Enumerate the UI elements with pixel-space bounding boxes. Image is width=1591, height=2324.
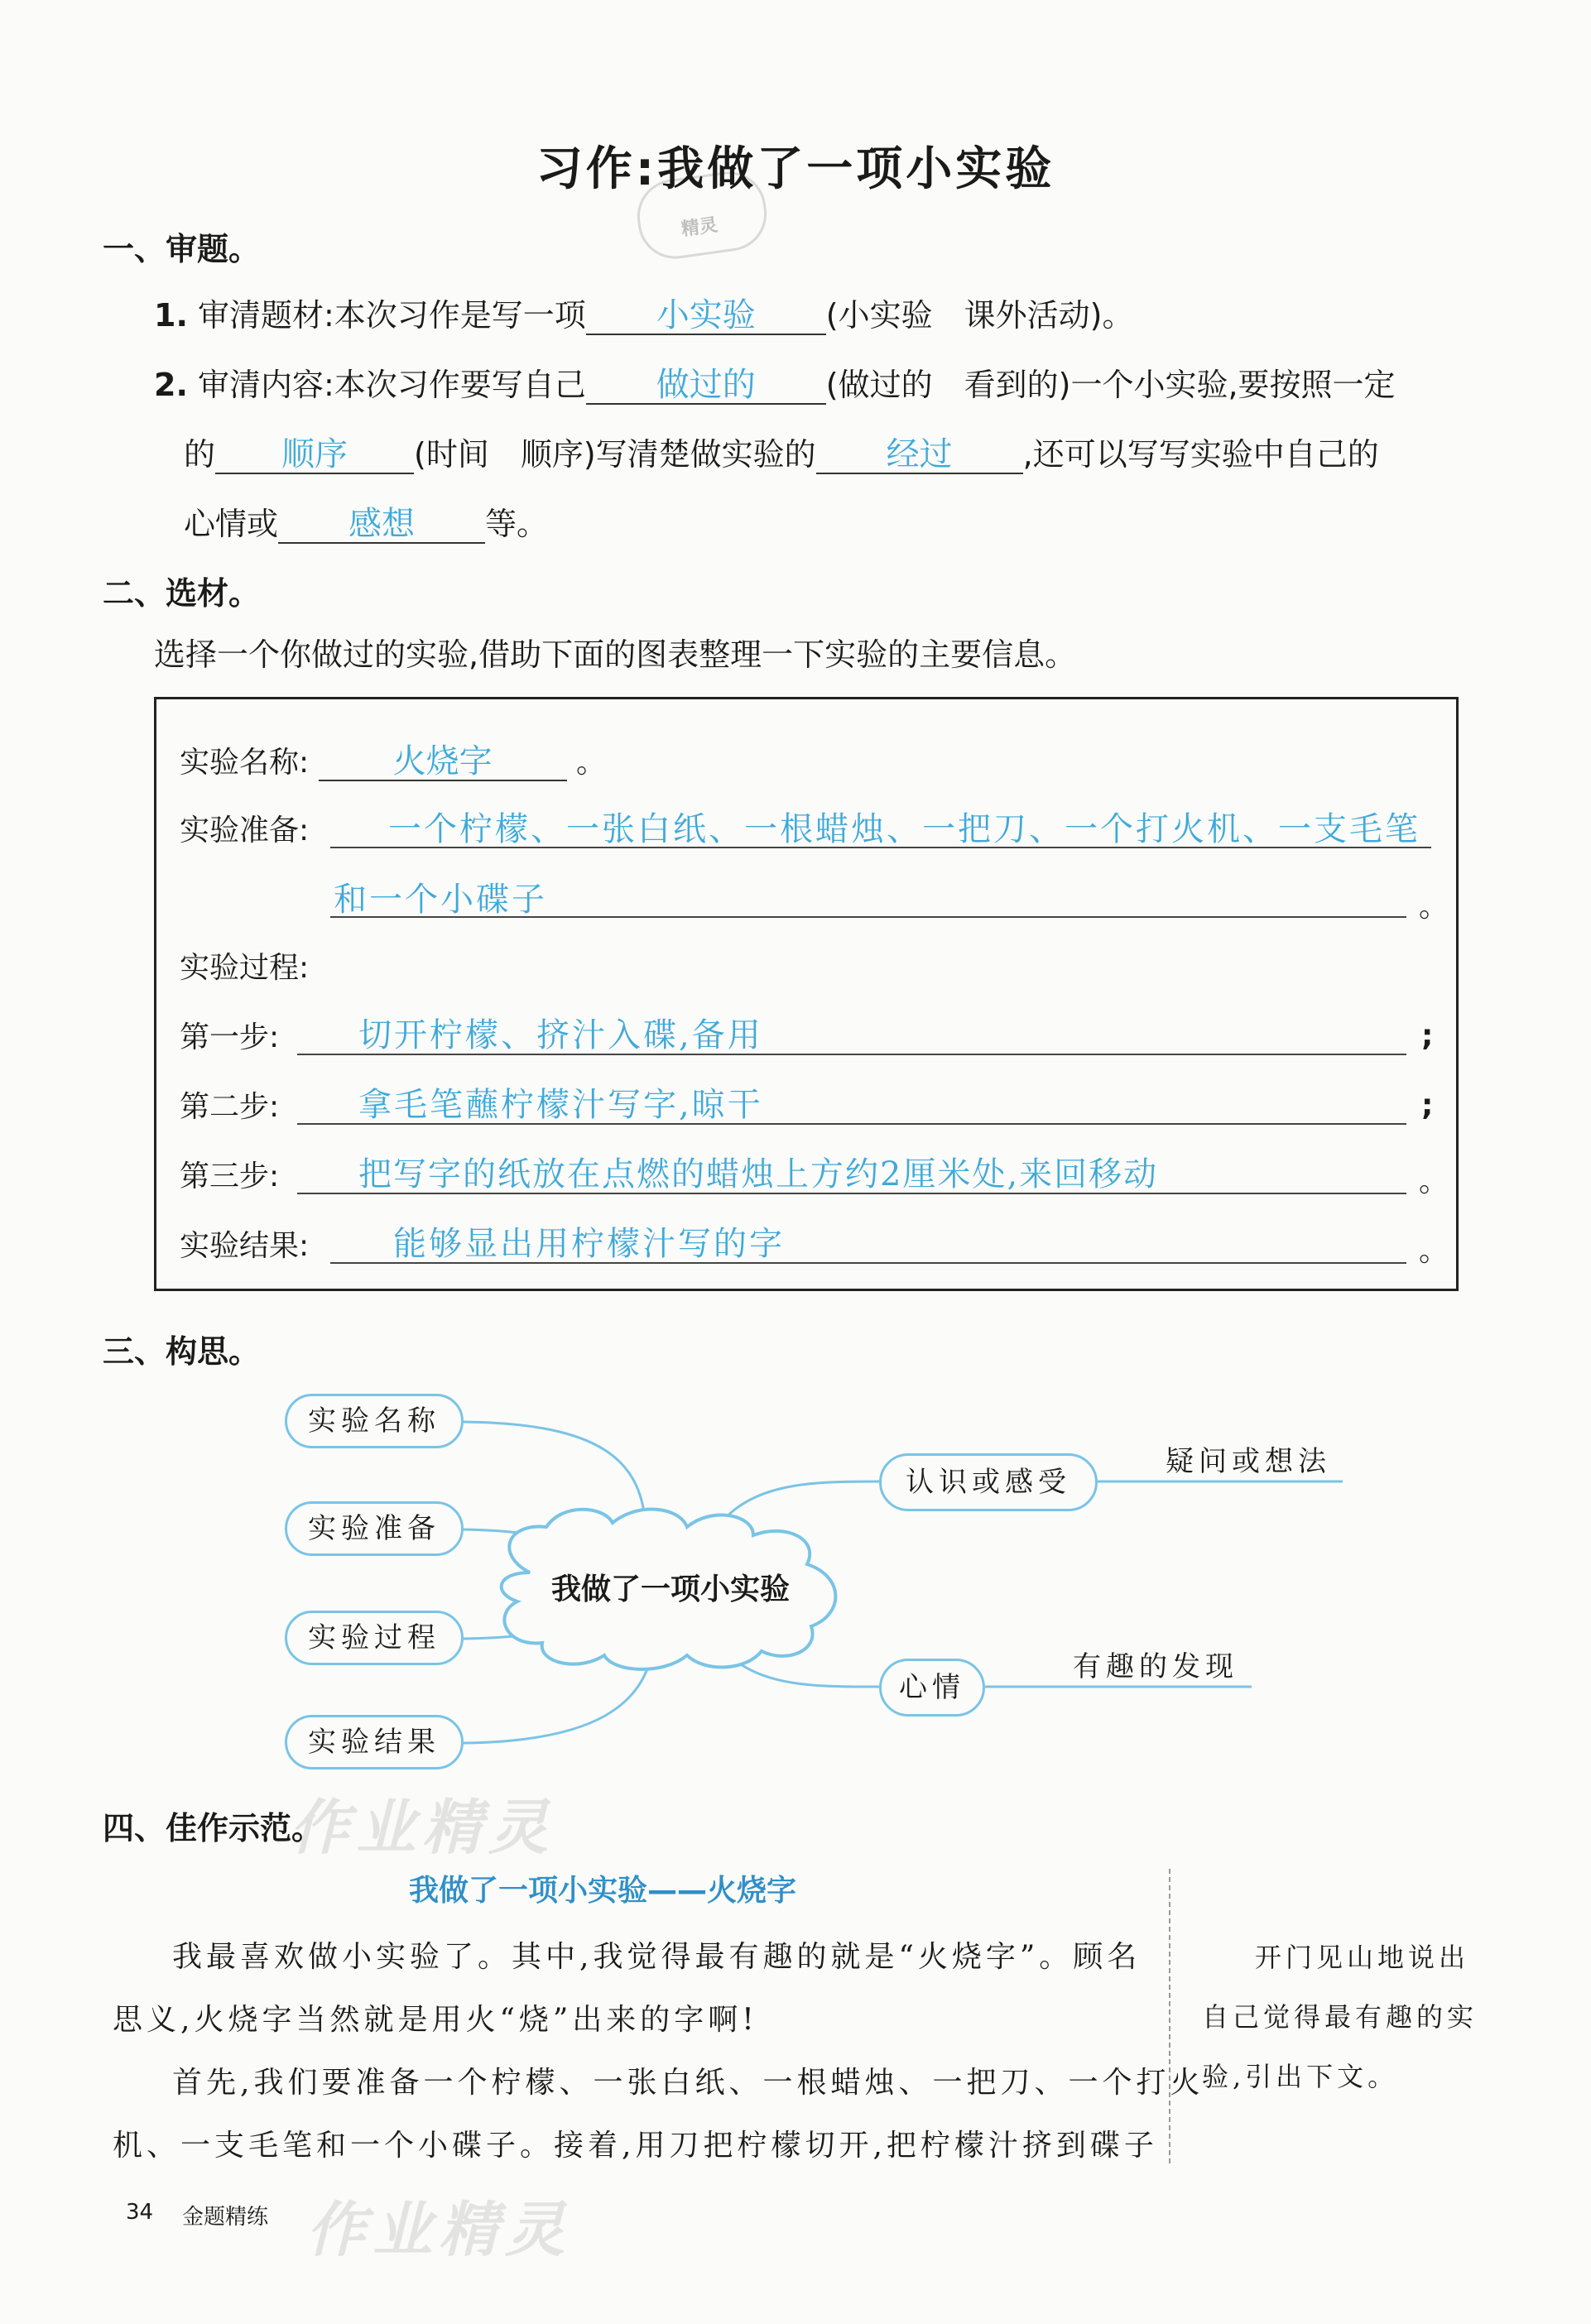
- step-2-label: 第二步:: [180, 1090, 280, 1124]
- handwritten-answer: 切开柠檬、挤汁入碟,备用: [358, 1016, 763, 1054]
- handwritten-answer: 拿毛笔蘸柠檬汁写字,晾干: [358, 1086, 763, 1124]
- step-3-label: 第三步:: [180, 1160, 280, 1193]
- answer-blank: 感想: [278, 506, 485, 544]
- mindmap-node-mood: 心情: [879, 1659, 985, 1717]
- essay-line: 思义,火烧字当然就是用火“烧”出来的字啊!: [113, 2003, 758, 2037]
- mindmap-note: 有趣的发现: [1073, 1650, 1238, 1683]
- mindmap-node-experiment-prep: 实验准备: [285, 1501, 464, 1556]
- experiment-result-label: 实验结果:: [180, 1229, 310, 1263]
- handwritten-answer: 和一个小碟子: [334, 881, 547, 919]
- question-text: ,还可以写写实验中自己的: [1022, 436, 1379, 473]
- book-name: 金题精练: [182, 2205, 269, 2230]
- section-heading-3: 三、构思。: [103, 1333, 261, 1370]
- handwritten-answer: 能够显出用柠檬汁写的字: [393, 1225, 785, 1263]
- question-options: (小实验 课外活动)。: [825, 297, 1134, 334]
- mindmap-note: 疑问或想法: [1166, 1445, 1331, 1478]
- section-heading-2: 二、选材。: [103, 575, 261, 612]
- question-text: 的: [184, 436, 216, 473]
- answer-blank: 火烧字: [319, 743, 567, 781]
- mindmap-node-experiment-name: 实验名称: [285, 1394, 464, 1448]
- essay-line: 机、一支毛笔和一个小碟子。接着,用刀把柠檬切开,把柠檬汁挤到碟子: [113, 2129, 1158, 2163]
- row-end: 。: [1419, 1164, 1449, 1198]
- handwritten-answer: 把写字的纸放在点燃的蜡烛上方约2厘米处,来回移动: [358, 1155, 1159, 1193]
- answer-blank: 小实验: [586, 297, 826, 335]
- experiment-process-label: 实验过程:: [180, 951, 310, 985]
- question-text: 审清内容:本次习作要写自己: [197, 367, 586, 403]
- watermark: 作业精灵: [290, 1793, 555, 1862]
- row-end: 。: [1419, 1234, 1449, 1268]
- question-text: 等。: [485, 506, 549, 542]
- side-note-line: 开门见山地说出: [1255, 1942, 1470, 1973]
- question-text: (时间 顺序)写清楚做实验的: [414, 436, 816, 473]
- side-note-divider: [1169, 1869, 1170, 2163]
- essay-line: 首先,我们要准备一个柠檬、一张白纸、一根蜡烛、一把刀、一个打火: [172, 2066, 1204, 2100]
- row-end: ;: [1421, 1088, 1434, 1122]
- handwritten-answer: 一个柠檬、一张白纸、一根蜡烛、一把刀、一个打火机、一支毛笔: [388, 810, 1420, 848]
- page-number: 34: [126, 2200, 154, 2225]
- row-label: 实验名称:: [180, 746, 310, 780]
- experiment-prep-label: 实验准备:: [180, 814, 310, 847]
- essay-line: 我最喜欢做小实验了。其中,我觉得最有趣的就是“火烧字”。顾名: [172, 1940, 1142, 1974]
- question-number: 1.: [154, 297, 188, 334]
- side-note-line: 自己觉得最有趣的实: [1202, 2001, 1478, 2033]
- row-end: 。: [576, 746, 607, 780]
- section-heading-1: 一、审题。: [103, 231, 261, 267]
- essay-title: 我做了一项小实验——火烧字: [409, 1874, 797, 1908]
- answer-blank: 经过: [816, 436, 1023, 474]
- row-end: ;: [1421, 1019, 1434, 1053]
- step-1-label: 第一步:: [180, 1020, 280, 1054]
- side-note-line: 验,引出下文。: [1202, 2061, 1399, 2092]
- stamp-text: 精灵: [680, 214, 719, 241]
- answer-blank: 做过的: [586, 367, 826, 405]
- watermark: 作业精灵: [306, 2195, 572, 2264]
- question-text: 审清题材:本次习作是写一项: [197, 297, 586, 334]
- row-end: 。: [1419, 890, 1449, 924]
- mindmap-node-experiment-process: 实验过程: [285, 1611, 464, 1665]
- mindmap-center: 我做了一项小实验: [550, 1573, 790, 1606]
- mindmap-node-understanding: 认识或感受: [879, 1453, 1098, 1511]
- page-title: 习作:我做了一项小实验: [536, 142, 1055, 196]
- question-text: (做过的 看到的)一个小实验,要按照一定: [825, 367, 1396, 403]
- section-heading-4: 四、佳作示范。: [103, 1810, 324, 1846]
- mindmap-node-experiment-result: 实验结果: [285, 1715, 464, 1769]
- question-number: 2.: [154, 367, 188, 403]
- question-text: 心情或: [184, 506, 279, 542]
- answer-blank: 顺序: [215, 436, 414, 474]
- section-2-intro: 选择一个你做过的实验,借助下面的图表整理一下实验的主要信息。: [154, 636, 1077, 673]
